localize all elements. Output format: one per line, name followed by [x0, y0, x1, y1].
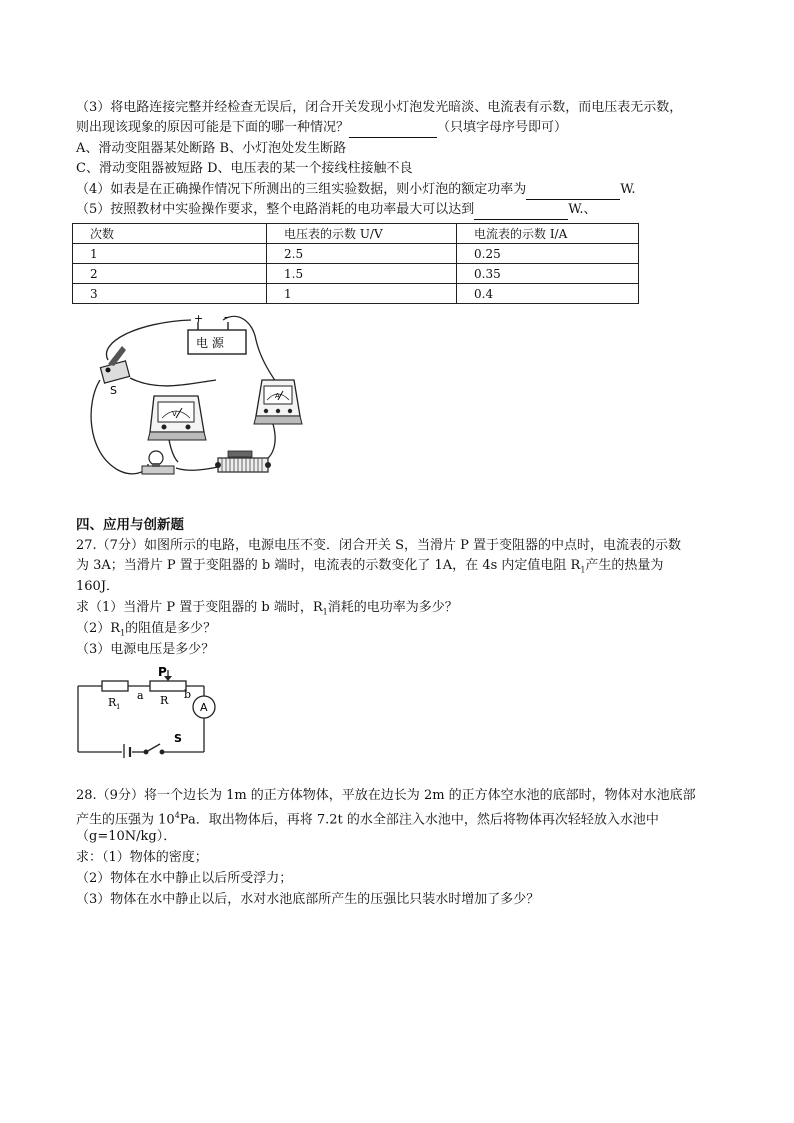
- q27-line2-text-end: 产生的热量为: [585, 558, 664, 573]
- minus-label: -: [224, 312, 229, 324]
- q28-subquestion-3: （3）物体在水中静止以后，水对水池底部所产生的压强比只装水时增加了多少？: [76, 892, 540, 907]
- table-cell: 2.5: [267, 244, 457, 264]
- table-cell: 1: [267, 284, 457, 304]
- switch-blade: [146, 744, 160, 752]
- q27-line2-sub: 1: [580, 565, 586, 575]
- voltmeter-label: V: [172, 410, 177, 418]
- q26-part5: [76, 200, 597, 220]
- table-cell: 0.4: [457, 284, 639, 304]
- ammeter-label: A: [275, 392, 280, 400]
- table-header-cell: 电压表的示数 U/V: [267, 224, 457, 244]
- switch-icon: [100, 346, 129, 383]
- end-a-label: a: [137, 689, 144, 702]
- q26-part5-answer-blank[interactable]: [474, 219, 568, 220]
- data-table: [72, 223, 639, 304]
- bulb-icon: [142, 451, 174, 474]
- wire: [130, 378, 216, 386]
- plus-label: +: [194, 312, 204, 325]
- table-cell: 0.35: [457, 264, 639, 284]
- table-row: [73, 284, 639, 304]
- table-header-row: [73, 224, 639, 244]
- circuit-schematic: [76, 666, 222, 758]
- q26-option-ab: A、滑动变阻器某处断路 B、小灯泡处发生断路: [76, 141, 347, 156]
- end-b-label: b: [184, 688, 192, 701]
- q27-s1-text: 求（1）当滑片 P 置于变阻器的 b 端时，R: [76, 600, 323, 615]
- r-label: R: [160, 694, 169, 707]
- switch-label: S: [110, 384, 117, 397]
- q26-part3-question: 则出现该现象的原因可能是下面的哪一种情况？: [76, 120, 350, 135]
- r1-label: R: [108, 696, 117, 709]
- switch-s-label: S: [174, 732, 182, 745]
- wire: [262, 424, 275, 462]
- q28-line3: （g=10N/kg）．: [76, 829, 177, 844]
- table-cell: 1.5: [267, 264, 457, 284]
- q26-part4: [76, 180, 636, 200]
- q27-s1-text-end: 消耗的电功率为多少？: [327, 600, 458, 615]
- q28-line2-text-end: Pa．取出物体后，再将 7.2t 的水全部注入水池中，然后将物体再次轻轻放入水池中: [179, 812, 659, 828]
- q27-s2-text-end: 的阻值是多少？: [125, 621, 217, 636]
- r1-sub-label: 1: [116, 703, 121, 711]
- table-cell: 1: [73, 244, 267, 264]
- wire: [91, 380, 148, 474]
- q27-s2-text: （2）R: [76, 621, 121, 636]
- q26-option-cd: C、滑动变阻器被短路 D、电压表的某一个接线柱接触不良: [76, 161, 413, 176]
- voltmeter-icon: [148, 396, 206, 440]
- q26-part3-instruction: （只填字母序号即可）: [437, 120, 568, 135]
- q27-line2-text: 为 3A；当滑片 P 置于变阻器的 b 端时，电流表的示数变化了 1A，在 4s 内定值电阻 R: [76, 558, 581, 573]
- table-cell: 2: [73, 264, 267, 284]
- q26-part5-unit: W.、: [568, 202, 597, 217]
- q26-part3-answer-blank[interactable]: [349, 137, 437, 138]
- table-row: [73, 264, 639, 284]
- apparatus-figure: [78, 312, 318, 486]
- q26-part4-unit: W.: [620, 182, 636, 197]
- resistor-r1: [102, 681, 128, 691]
- table-header-cell: 电流表的示数 I/A: [457, 224, 639, 244]
- ammeter-symbol-label: A: [200, 701, 208, 714]
- q28-subquestion-1: 求：（1）物体的密度；: [76, 850, 208, 865]
- q26-part3-line2: [76, 118, 567, 138]
- q26-part3-line1: （3）将电路连接完整并经检查无误后，闭合开关发现小灯泡发光暗淡、电流表有示数，而电压表无示数，: [76, 100, 683, 115]
- power-supply-label: 电 源: [196, 336, 224, 350]
- q27-line1: 27.（7分）如图所示的电路，电源电压不变．闭合开关 S，当滑片 P 置于变阻器的中点时，电流表的示数: [76, 538, 681, 553]
- q28-subquestion-2: （2）物体在水中静止以后所受浮力；: [76, 871, 293, 886]
- wire: [176, 467, 218, 470]
- table-row: [73, 244, 639, 264]
- q27-subquestion-3: （3）电源电压是多少？: [76, 642, 215, 657]
- q28-line2-sup: 4: [174, 811, 180, 820]
- q27-line3: 160J．: [76, 579, 120, 594]
- q27-line2: [76, 556, 663, 581]
- ammeter-icon: [254, 380, 302, 424]
- q27-s2-sub: 1: [120, 628, 126, 638]
- table-cell: 0.25: [457, 244, 639, 264]
- table-cell: 3: [73, 284, 267, 304]
- q28-line1: 28.（9分）将一个边长为 1m 的正方体物体，平放在边长为 2m 的正方体空水池的底部时，物体对水池底部: [76, 788, 696, 803]
- rheostat-r: [150, 681, 186, 691]
- rheostat-icon: [215, 451, 271, 472]
- slider-p-label: P: [158, 666, 167, 679]
- table-header-cell: 次数: [73, 224, 267, 244]
- q26-part4-question: （4）如表是在正确操作情况下所测出的三组实验数据，则小灯泡的额定功率为: [76, 182, 527, 197]
- q26-part5-question: （5）按照教材中实验操作要求，整个电路消耗的电功率最大可以达到: [76, 202, 475, 217]
- q28-line2-text: 产生的压强为 10: [76, 812, 175, 828]
- q27-s1-sub: 1: [322, 607, 328, 617]
- section-4-title: 四、应用与创新题: [76, 517, 184, 533]
